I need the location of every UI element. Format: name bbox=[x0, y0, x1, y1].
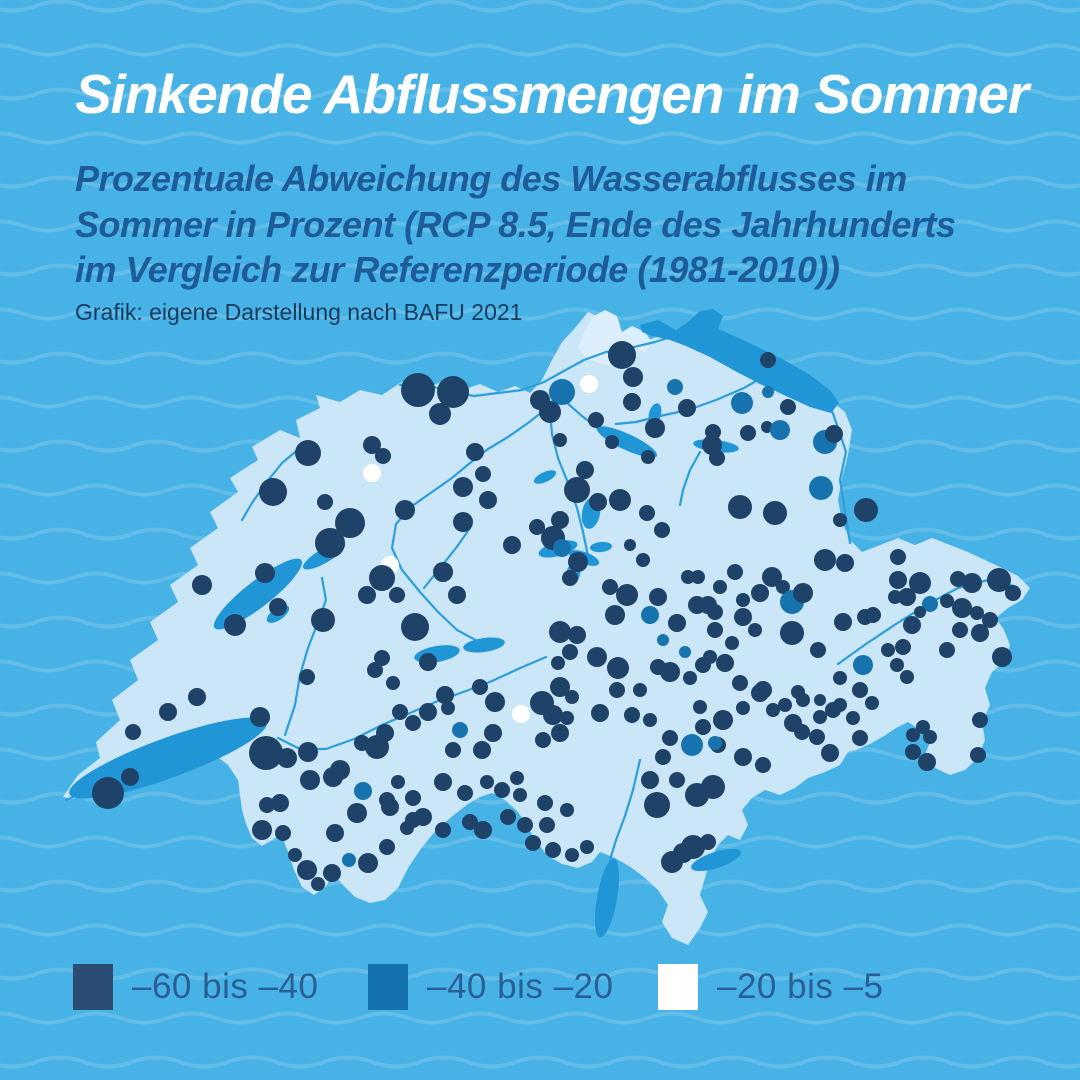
station-dot bbox=[970, 747, 986, 763]
legend-swatch-dark bbox=[73, 964, 113, 1010]
station-dot bbox=[865, 607, 881, 623]
station-dot bbox=[852, 730, 868, 746]
station-dot bbox=[770, 420, 790, 440]
station-dot bbox=[609, 489, 631, 511]
station-dot bbox=[565, 690, 579, 704]
station-dot bbox=[405, 790, 421, 806]
station-dot bbox=[311, 877, 325, 891]
station-dot bbox=[691, 570, 705, 584]
page-subtitle: Prozentuale Abweichung des Wasserabflusses im Sommer in Prozent (RCP 8.5, Ende des Jahrhunderts im Vergleich zur Referenzperiode (1981-2010)) bbox=[75, 158, 956, 291]
station-dot bbox=[708, 736, 722, 750]
station-dot bbox=[854, 498, 878, 522]
station-dot bbox=[641, 771, 659, 789]
station-dot bbox=[448, 586, 466, 604]
station-dot bbox=[551, 724, 569, 742]
station-dot bbox=[836, 554, 854, 572]
station-dot bbox=[602, 579, 618, 595]
station-dot bbox=[852, 682, 868, 698]
station-dot bbox=[537, 795, 553, 811]
station-dot bbox=[395, 500, 415, 520]
station-dot bbox=[641, 606, 659, 624]
station-dot bbox=[713, 580, 727, 594]
station-dot bbox=[760, 352, 776, 368]
station-dot bbox=[695, 719, 711, 735]
station-dot bbox=[661, 851, 683, 873]
station-dot bbox=[374, 650, 390, 666]
station-dot bbox=[588, 412, 604, 428]
station-dot bbox=[484, 724, 502, 742]
station-dot bbox=[890, 549, 906, 565]
station-dot bbox=[751, 684, 769, 702]
station-dot bbox=[683, 671, 697, 685]
station-dot bbox=[814, 694, 826, 706]
station-dot bbox=[580, 840, 594, 854]
station-dot bbox=[728, 495, 752, 519]
station-dot bbox=[342, 853, 356, 867]
station-dot bbox=[914, 606, 926, 618]
station-dot bbox=[846, 711, 860, 725]
station-dot bbox=[560, 803, 574, 817]
station-dot bbox=[623, 367, 643, 387]
station-dot bbox=[809, 476, 833, 500]
station-dot bbox=[369, 565, 395, 591]
station-dot bbox=[188, 688, 206, 706]
station-dot bbox=[643, 713, 657, 727]
page-title: Sinkende Abflussmengen im Sommer bbox=[75, 63, 1029, 125]
station-dot bbox=[607, 657, 629, 679]
wave-line bbox=[0, 46, 1080, 55]
station-dot bbox=[354, 735, 370, 751]
station-dot bbox=[475, 466, 491, 482]
station-dot bbox=[639, 505, 655, 521]
station-dot bbox=[375, 448, 391, 464]
station-dot bbox=[562, 570, 578, 586]
station-dot bbox=[970, 606, 984, 620]
wave-line bbox=[0, 882, 1080, 891]
station-dot bbox=[889, 571, 907, 589]
station-dot bbox=[668, 614, 686, 632]
station-dot bbox=[669, 772, 685, 788]
station-dot bbox=[525, 835, 541, 851]
station-dot bbox=[485, 692, 505, 712]
station-dot bbox=[433, 562, 453, 582]
station-dot bbox=[386, 676, 400, 690]
station-dot bbox=[379, 792, 395, 808]
station-dot bbox=[751, 584, 769, 602]
legend-swatch-medium bbox=[368, 964, 408, 1010]
station-dot bbox=[512, 705, 530, 723]
station-dot bbox=[553, 433, 567, 447]
station-dot bbox=[940, 594, 954, 608]
station-dot bbox=[793, 583, 813, 603]
station-dot bbox=[539, 817, 555, 833]
station-dot bbox=[939, 642, 955, 658]
station-dot bbox=[315, 528, 345, 558]
station-dot bbox=[125, 724, 141, 740]
station-dot bbox=[358, 853, 378, 873]
station-dot bbox=[605, 605, 625, 625]
station-dot bbox=[457, 785, 473, 801]
station-dot bbox=[297, 860, 317, 880]
station-dot bbox=[763, 501, 787, 525]
wave-line bbox=[0, 134, 1080, 143]
station-dot bbox=[553, 539, 571, 557]
legend-item-medium bbox=[368, 964, 613, 1010]
station-dot bbox=[865, 696, 879, 710]
station-dot bbox=[900, 670, 914, 684]
station-dot bbox=[624, 539, 636, 551]
station-dot bbox=[472, 679, 488, 695]
station-dot bbox=[392, 704, 408, 720]
station-dot bbox=[480, 775, 494, 789]
station-dot bbox=[605, 435, 619, 449]
station-dot bbox=[657, 634, 669, 646]
station-dot bbox=[435, 822, 451, 838]
station-dot bbox=[271, 794, 289, 812]
station-dot bbox=[401, 613, 429, 641]
station-dot bbox=[549, 621, 571, 643]
legend-item-white bbox=[658, 964, 884, 1010]
station-dot bbox=[452, 722, 468, 738]
station-dot bbox=[543, 705, 563, 725]
station-dot bbox=[654, 522, 670, 538]
credit-line: Grafik: eigene Darstellung nach BAFU 2021 bbox=[75, 299, 523, 325]
station-dot bbox=[695, 657, 711, 673]
station-dot bbox=[952, 622, 968, 638]
wave-line bbox=[0, 1058, 1080, 1067]
station-dot bbox=[419, 653, 437, 671]
station-dot bbox=[727, 564, 743, 580]
station-dot bbox=[794, 724, 810, 740]
station-dot bbox=[250, 707, 270, 727]
station-dot bbox=[825, 425, 843, 443]
station-dot bbox=[655, 749, 671, 765]
station-dot bbox=[825, 702, 841, 718]
station-dot bbox=[474, 821, 492, 839]
legend-label-medium: –40 bis –20 bbox=[427, 967, 614, 1006]
station-dot bbox=[500, 809, 516, 825]
station-dot bbox=[609, 682, 625, 698]
station-dot bbox=[299, 669, 315, 685]
station-dot bbox=[881, 643, 895, 657]
station-dot bbox=[731, 392, 753, 414]
station-dot bbox=[641, 450, 655, 464]
station-dot bbox=[269, 598, 287, 616]
station-dot bbox=[358, 586, 376, 604]
station-dot bbox=[740, 425, 756, 441]
station-dot bbox=[649, 588, 667, 606]
station-dot bbox=[317, 494, 333, 510]
station-dot bbox=[814, 549, 836, 571]
station-dot bbox=[429, 403, 451, 425]
station-dot bbox=[330, 760, 350, 780]
station-dot bbox=[736, 593, 750, 607]
station-dot bbox=[259, 478, 287, 506]
legend-label-white: –20 bis –5 bbox=[717, 967, 884, 1006]
station-dot bbox=[249, 736, 283, 770]
station-dot bbox=[952, 598, 972, 618]
station-dot bbox=[809, 729, 825, 745]
station-dot bbox=[376, 724, 394, 742]
station-dot bbox=[311, 608, 335, 632]
station-dot bbox=[414, 808, 432, 826]
station-dot bbox=[517, 817, 533, 833]
station-dot bbox=[545, 842, 561, 858]
station-dot bbox=[833, 513, 847, 527]
station-dot bbox=[732, 675, 748, 691]
station-dot bbox=[510, 771, 524, 785]
station-dot bbox=[853, 655, 873, 675]
station-dot bbox=[898, 588, 916, 606]
station-dot bbox=[379, 839, 395, 855]
station-dot bbox=[434, 773, 452, 791]
station-dot bbox=[92, 777, 124, 809]
station-dot bbox=[591, 704, 609, 722]
station-dot bbox=[982, 612, 998, 628]
station-dot bbox=[633, 683, 647, 697]
station-dot bbox=[755, 757, 771, 773]
station-dot bbox=[780, 621, 804, 645]
station-dot bbox=[748, 623, 762, 637]
station-dot bbox=[623, 393, 641, 411]
station-dot bbox=[834, 613, 852, 631]
station-dot bbox=[568, 552, 588, 572]
station-dot bbox=[679, 646, 691, 658]
station-dot bbox=[535, 732, 551, 748]
station-dot bbox=[159, 703, 177, 721]
station-dot bbox=[354, 782, 372, 800]
station-dot bbox=[645, 418, 665, 438]
station-dot bbox=[255, 563, 275, 583]
station-dot bbox=[445, 742, 461, 758]
station-dot bbox=[660, 662, 680, 682]
station-dot bbox=[813, 710, 827, 724]
station-dot bbox=[551, 656, 565, 670]
station-dot bbox=[972, 712, 988, 728]
station-dot bbox=[810, 642, 826, 658]
station-dot bbox=[530, 390, 550, 410]
station-dot bbox=[419, 703, 437, 721]
station-dot bbox=[707, 622, 723, 638]
station-dot bbox=[616, 584, 638, 606]
station-dot bbox=[905, 744, 921, 760]
station-dot bbox=[288, 848, 302, 862]
legend bbox=[0, 964, 1080, 1024]
station-dot bbox=[549, 379, 575, 405]
station-dot bbox=[701, 775, 725, 799]
station-dot bbox=[503, 536, 521, 554]
station-dot bbox=[667, 379, 683, 395]
station-dot bbox=[962, 573, 982, 593]
station-dot bbox=[624, 707, 640, 723]
station-dot bbox=[400, 821, 414, 835]
station-dot bbox=[713, 710, 733, 730]
station-dot bbox=[453, 477, 473, 497]
station-dot bbox=[479, 491, 497, 509]
station-dot bbox=[565, 848, 579, 862]
station-dot bbox=[923, 730, 937, 744]
station-dot bbox=[473, 741, 491, 759]
station-dot bbox=[709, 450, 725, 466]
station-dot bbox=[736, 701, 750, 715]
station-dot bbox=[700, 834, 716, 850]
station-dot bbox=[734, 748, 752, 766]
station-dot bbox=[707, 604, 723, 620]
station-dot bbox=[662, 730, 678, 746]
station-dot bbox=[678, 399, 696, 417]
station-dot bbox=[587, 647, 607, 667]
station-dot bbox=[192, 575, 212, 595]
station-dot bbox=[224, 614, 246, 636]
station-dot bbox=[725, 636, 739, 650]
station-dot bbox=[693, 700, 707, 714]
station-dot bbox=[298, 742, 318, 762]
station-dot bbox=[323, 864, 341, 882]
station-dot bbox=[644, 792, 670, 818]
station-dot bbox=[568, 626, 586, 644]
station-dot bbox=[466, 443, 484, 461]
station-dot bbox=[636, 553, 650, 567]
station-dot bbox=[252, 820, 272, 840]
station-dot bbox=[513, 788, 527, 802]
station-dot bbox=[688, 596, 706, 614]
wave-line bbox=[0, 926, 1080, 935]
wave-line bbox=[0, 354, 1080, 363]
station-dot bbox=[895, 639, 911, 655]
legend-swatch-white bbox=[658, 964, 698, 1010]
station-dot bbox=[436, 686, 454, 704]
station-dot bbox=[992, 647, 1012, 667]
station-dot bbox=[821, 744, 839, 762]
station-dot bbox=[589, 493, 607, 511]
station-dot bbox=[890, 658, 904, 672]
station-dot bbox=[734, 608, 752, 626]
wave-line bbox=[0, 2, 1080, 11]
legend-label-dark: –60 bis –40 bbox=[132, 967, 319, 1006]
station-dot bbox=[562, 644, 578, 660]
station-dot bbox=[347, 803, 367, 823]
station-dot bbox=[778, 698, 792, 712]
station-dot bbox=[903, 616, 921, 634]
station-dot bbox=[1005, 585, 1021, 601]
station-dot bbox=[363, 464, 381, 482]
station-dot bbox=[564, 477, 590, 503]
station-dot bbox=[608, 341, 636, 369]
station-dot bbox=[833, 671, 847, 685]
station-dot bbox=[405, 715, 421, 731]
station-dot bbox=[918, 753, 936, 771]
station-dot bbox=[716, 654, 734, 672]
station-dot bbox=[766, 703, 780, 717]
station-dot bbox=[401, 373, 435, 407]
station-dot bbox=[453, 512, 473, 532]
station-dot bbox=[780, 399, 796, 415]
legend-item-dark bbox=[73, 964, 318, 1010]
station-dot bbox=[295, 440, 321, 466]
station-dot bbox=[576, 461, 594, 479]
station-dot bbox=[681, 734, 703, 756]
station-dot bbox=[441, 701, 455, 715]
station-dot bbox=[326, 824, 344, 842]
station-dot bbox=[391, 775, 405, 789]
station-dot bbox=[389, 587, 405, 603]
station-dot bbox=[796, 693, 810, 707]
station-dot bbox=[275, 825, 291, 841]
station-dot bbox=[580, 375, 598, 393]
station-dot bbox=[300, 770, 320, 790]
station-dot bbox=[560, 711, 574, 725]
station-dot bbox=[121, 768, 139, 786]
station-dot bbox=[762, 386, 774, 398]
station-dot bbox=[494, 782, 510, 798]
